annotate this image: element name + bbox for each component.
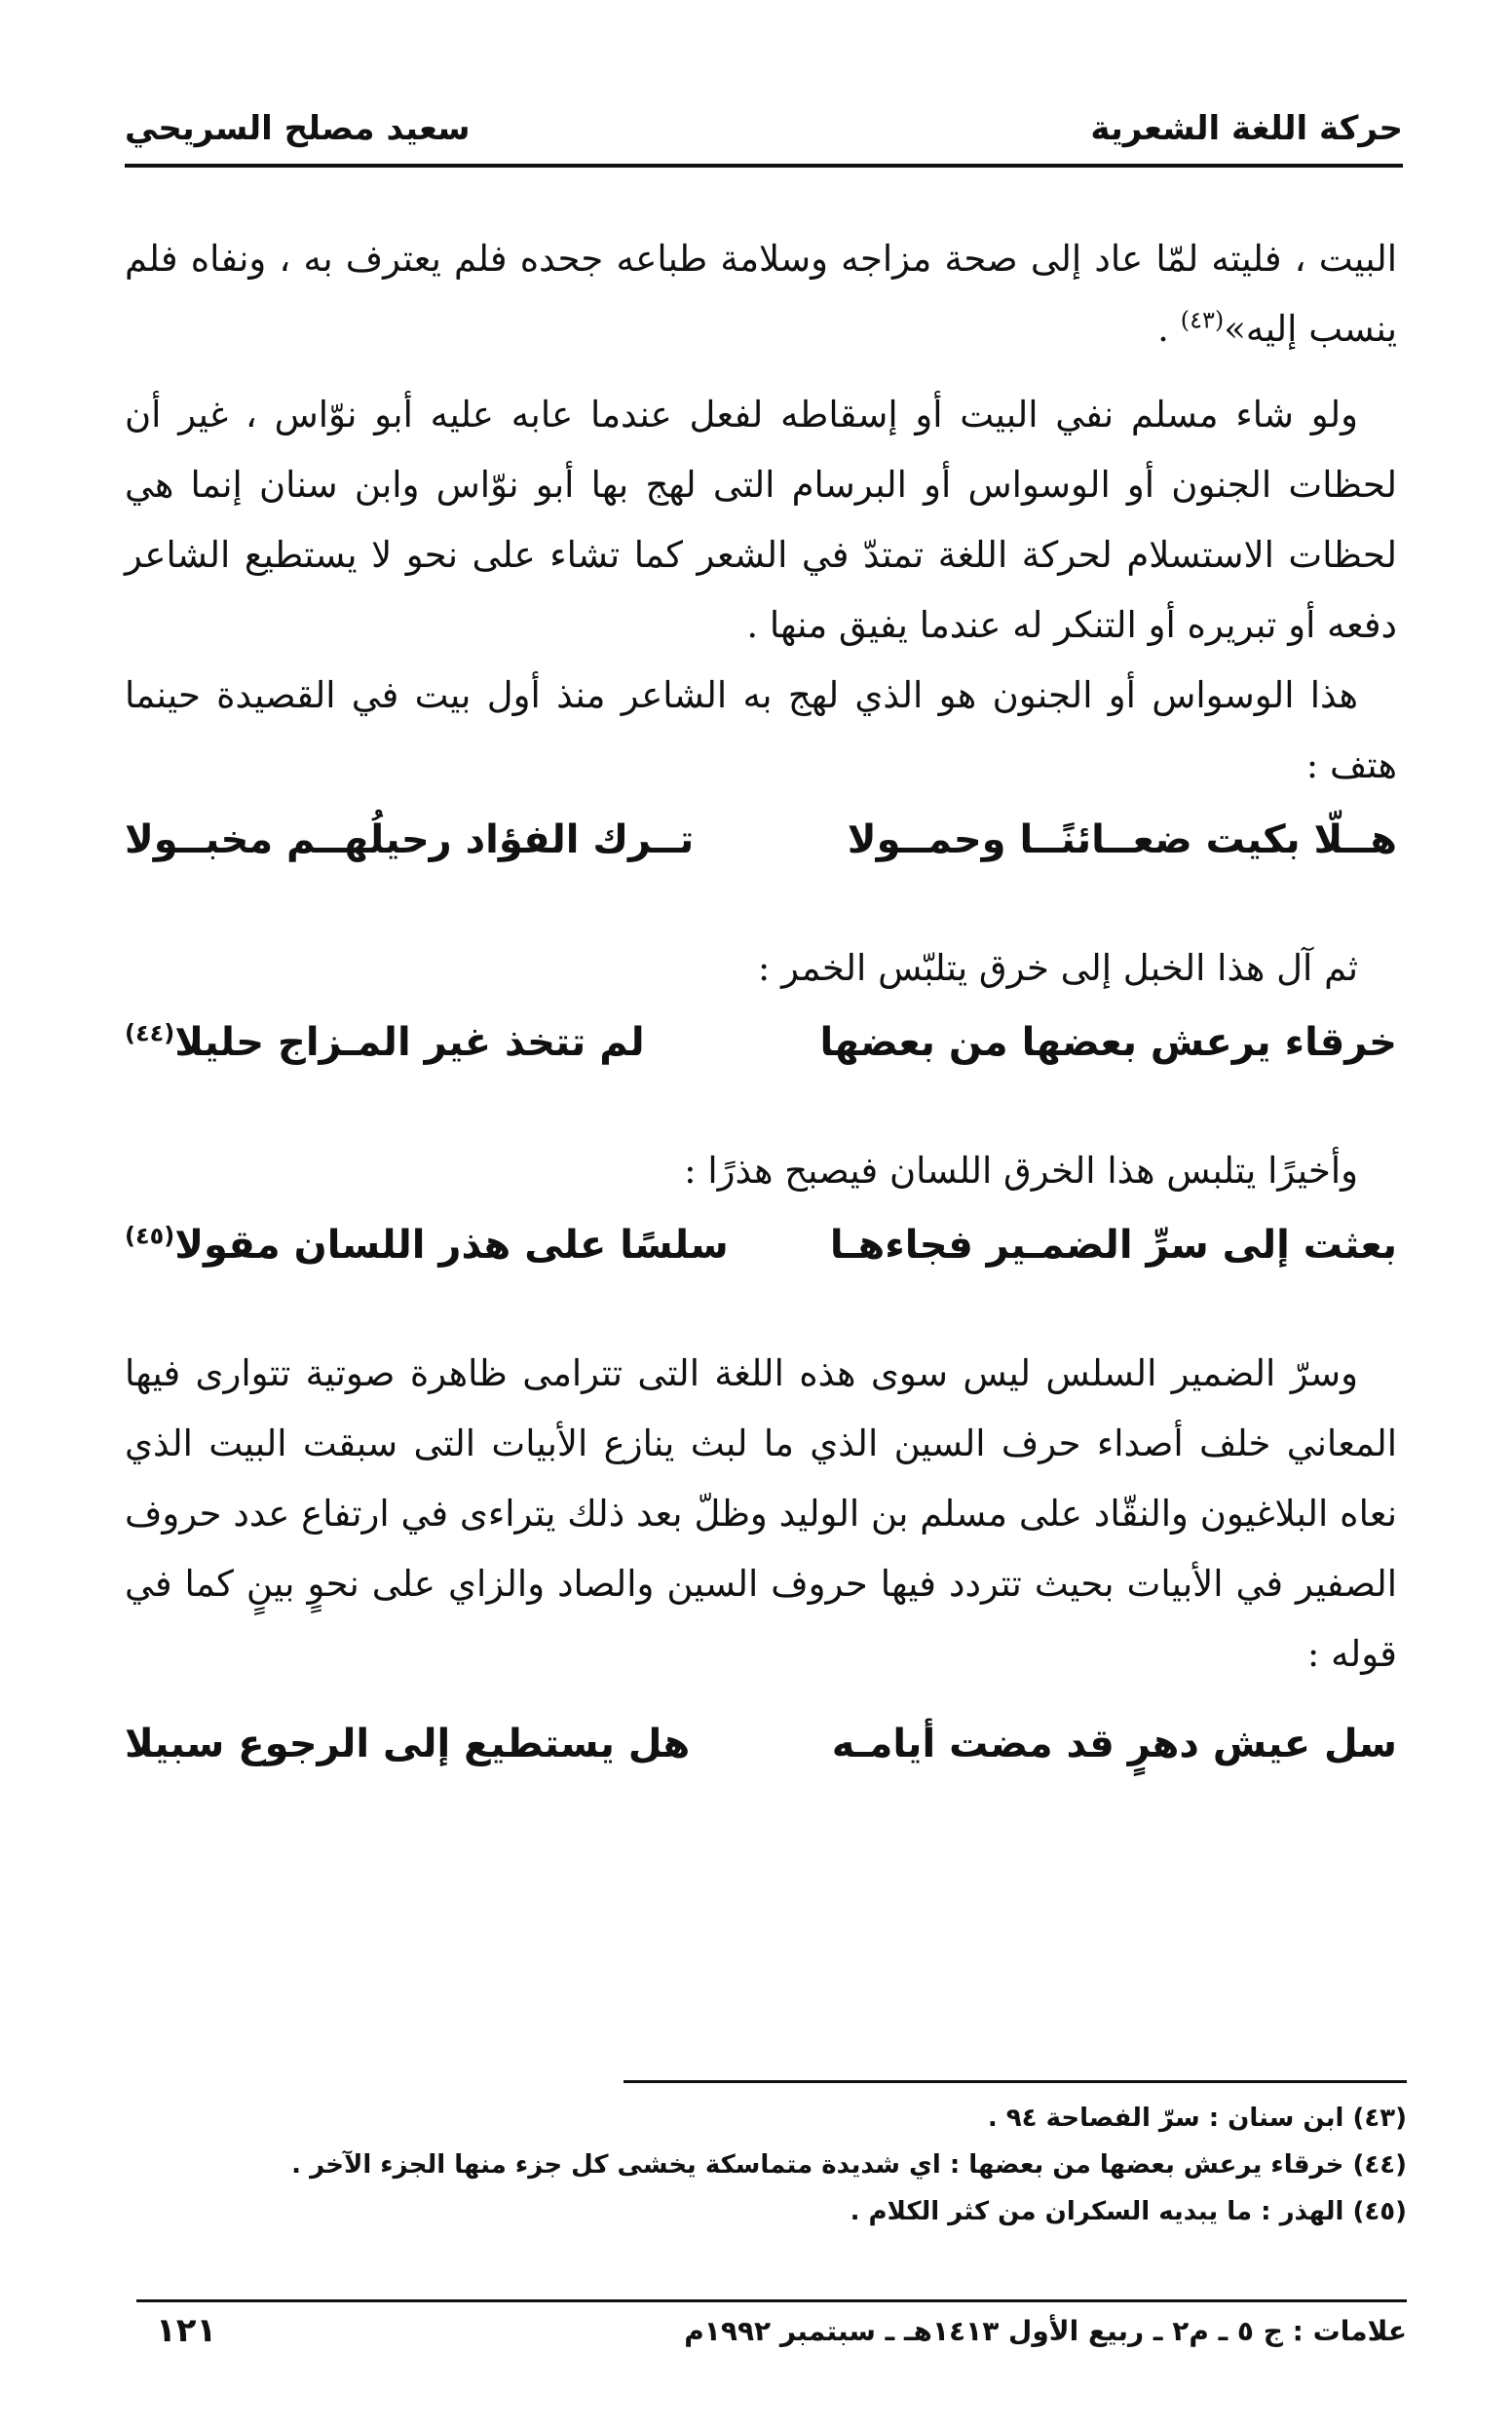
paragraph — [125, 224, 1397, 364]
paragraph-text: البيت ، فليته لمّا عاد إلى صحة مزاجه وسلامة طباعه جحده فلم يعترف به ، ونفاه فلم ينسب إليه» — [125, 238, 1397, 350]
poem-verse — [125, 801, 1397, 879]
paragraph-end: . — [1157, 308, 1181, 350]
article-body — [125, 224, 1397, 1783]
verse-second-hemistich: هل يستطيع إلى الرجوع سبيلا — [125, 1722, 691, 1766]
paragraph: وأخيرًا يتلبس هذا الخرق اللسان فيصبح هذرًا : — [684, 1150, 1358, 1192]
footnote-ref: (٤٥) — [125, 1222, 175, 1250]
footnote: (٤٣) ابن سنان : سرّ الفصاحة ٩٤ . — [987, 2104, 1407, 2133]
issue-info: علامات : ج ٥ ـ م٢ ـ ربيع الأول ١٤١٣هـ ـ سبتمبر ١٩٩٢م — [684, 2315, 1407, 2347]
verse-first-hemistich: بعثت إلى سرِّ الضمـير فجاءهـا — [829, 1223, 1397, 1268]
paragraph: ولو شاء مسلم نفي البيت أو إسقاطه لفعل عندما عابه عليه أبو نوّاس ، غير أن لحظات الجنون أو الوسواس أو البرسام التى لهج بها أبو نوّاس وابن سنان إنما هي لحظات الاستسلام لحركة اللغة تمتدّ في الشعر كما تشاء على نحو لا يستطيع الشاعر دفعه أو تبريره أو التنكر له عندما يفيق منها . — [125, 394, 1397, 646]
poem-verse — [125, 1206, 1397, 1284]
poem-verse — [125, 1004, 1397, 1081]
journal-section-title: حركة اللغة الشعرية — [1090, 109, 1403, 148]
verse-first-hemistich: هــلّا بكيت ضعــائنًــا وحمــولا — [847, 817, 1397, 862]
verse-first-hemistich: سل عيش دهرٍ قد مضت أيامـه — [831, 1722, 1397, 1766]
footer-divider — [136, 2299, 1407, 2302]
verse-first-hemistich: خرقاء يرعش بعضها من بعضها — [819, 1020, 1397, 1065]
paragraph: هذا الوسواس أو الجنون هو الذي لهج به الشاعر منذ أول بيت في القصيدة حينما هتف : — [125, 674, 1397, 786]
footnote-ref: (٤٣) — [1180, 306, 1225, 334]
poem-verse — [125, 1705, 1397, 1783]
verse-second-hemistich — [125, 1004, 645, 1081]
author-name: سعيد مصلح السريحي — [125, 109, 471, 148]
page-footer — [156, 2311, 1407, 2370]
verse-second-hemistich: تــرك الفؤاد رحيلُهــم مخبــولا — [125, 817, 695, 862]
verse-second-hemistich — [125, 1206, 729, 1284]
page-number: ١٢١ — [156, 2311, 217, 2350]
hemistich-text: لم تتخذ غير المـزاج حليلا — [174, 1020, 645, 1065]
paragraph: ثم آل هذا الخبل إلى خرق يتلبّس الخمر : — [757, 947, 1358, 989]
footnote: (٤٤) خرقاء يرعش بعضها من بعضها : اي شديدة متماسكة يخشى كل جزء منها الجزء الآخر . — [291, 2150, 1407, 2180]
footnote-divider — [624, 2080, 1407, 2083]
hemistich-text: سلسًا على هذر اللسان مقولا — [174, 1223, 729, 1268]
footnote: (٤٥) الهذر : ما يبديه السكران من كثر الكلام . — [850, 2197, 1407, 2226]
paragraph: وسرّ الضمير السلس ليس سوى هذه اللغة التى تترامى ظاهرة صوتية تتوارى فيها المعاني خلف أصداء حرف السين الذي ما لبث ينازع الأبيات التى سبقت البيت الذي نعاه البلاغيون والنقّاد على مسلم بن الوليد وظلّ بعد ذلك يتراءى في ارتفاع عدد حروف الصفير في الأبيات بحيث تتردد فيها حروف السين والصاد والزاي على نحوٍ بينٍ كما في قوله : — [125, 1352, 1397, 1675]
footnotes — [195, 2095, 1407, 2235]
header-divider — [125, 164, 1403, 168]
footnote-ref: (٤٤) — [125, 1019, 175, 1047]
running-header — [125, 109, 1403, 168]
